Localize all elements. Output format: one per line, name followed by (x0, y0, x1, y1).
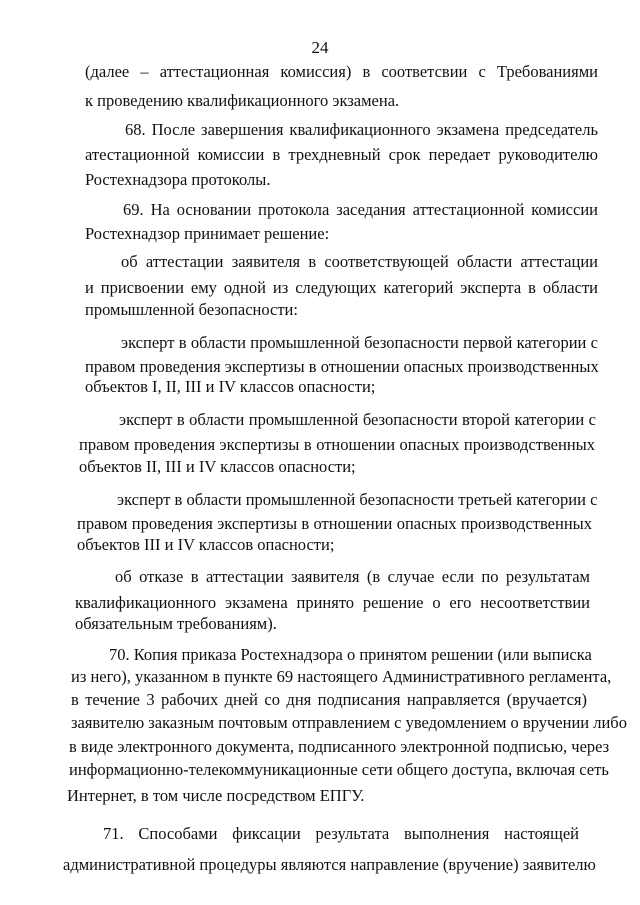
text-line: 70. Копия приказа Ростехнадзора о принятом решении (или выписка (109, 645, 592, 664)
text-line: (далее – аттестационная комиссия) в соответсвии с Требованиями (85, 62, 598, 81)
text-line: информационно-телекоммуникационные сети общего доступа, включая сеть (69, 760, 609, 779)
text-line: об отказе в аттестации заявителя (в случае если по результатам (115, 567, 590, 586)
text-line: 68. После завершения квалификационного экзамена председатель (125, 120, 598, 139)
text-line: объектов II, III и IV классов опасности; (79, 457, 356, 476)
text-line: 69. На основании протокола заседания аттестационной комиссии (123, 200, 598, 219)
text-line: объектов I, II, III и IV классов опасности; (85, 377, 376, 396)
text-line: к проведению квалификационного экзамена. (85, 91, 400, 110)
text-line: правом проведения экспертизы в отношении опасных производственных (79, 435, 595, 454)
text-line: об аттестации заявителя в соответствующей области аттестации (121, 252, 598, 271)
text-line: правом проведения экспертизы в отношении опасных производственных (85, 357, 599, 376)
text-line: правом проведения экспертизы в отношении опасных производственных (77, 514, 592, 533)
text-line: промышленной безопасности: (85, 300, 298, 319)
text-line: 71. Способами фиксации результата выполнения настоящей (103, 824, 579, 843)
text-line: эксперт в области промышленной безопасности второй категории с (119, 410, 596, 429)
text-line: заявителю заказным почтовым отправлением с уведомлением о вручении либо (71, 713, 627, 732)
text-line: в течение 3 рабочих дней со дня подписания направляется (вручается) (71, 690, 587, 709)
text-line: Ростехнадзор принимает решение: (85, 224, 330, 243)
text-line: эксперт в области промышленной безопасности третьей категории с (117, 490, 598, 509)
text-line: и присвоении ему одной из следующих категорий эксперта в области (85, 278, 598, 297)
text-line: квалификационного экзамена принято решение о его несоответствии (75, 593, 590, 612)
page-number: 24 (311, 38, 329, 57)
text-line: атестационной комиссии в трехдневный срок передает руководителю (85, 145, 598, 164)
text-line: Интернет, в том числе посредством ЕПГУ. (67, 786, 365, 805)
text-line: из него), указанном в пункте 69 настоящего Административного регламента, (71, 667, 612, 686)
text-line: обязательным требованиям). (75, 614, 277, 633)
text-line: в виде электронного документа, подписанного электронной подписью, через (69, 737, 610, 756)
text-line: Ростехнадзора протоколы. (85, 170, 271, 189)
text-line: эксперт в области промышленной безопасности первой категории с (121, 333, 598, 352)
text-line: объектов III и IV классов опасности; (77, 535, 335, 554)
text-line: административной процедуры являются направление (вручение) заявителю (63, 855, 596, 874)
